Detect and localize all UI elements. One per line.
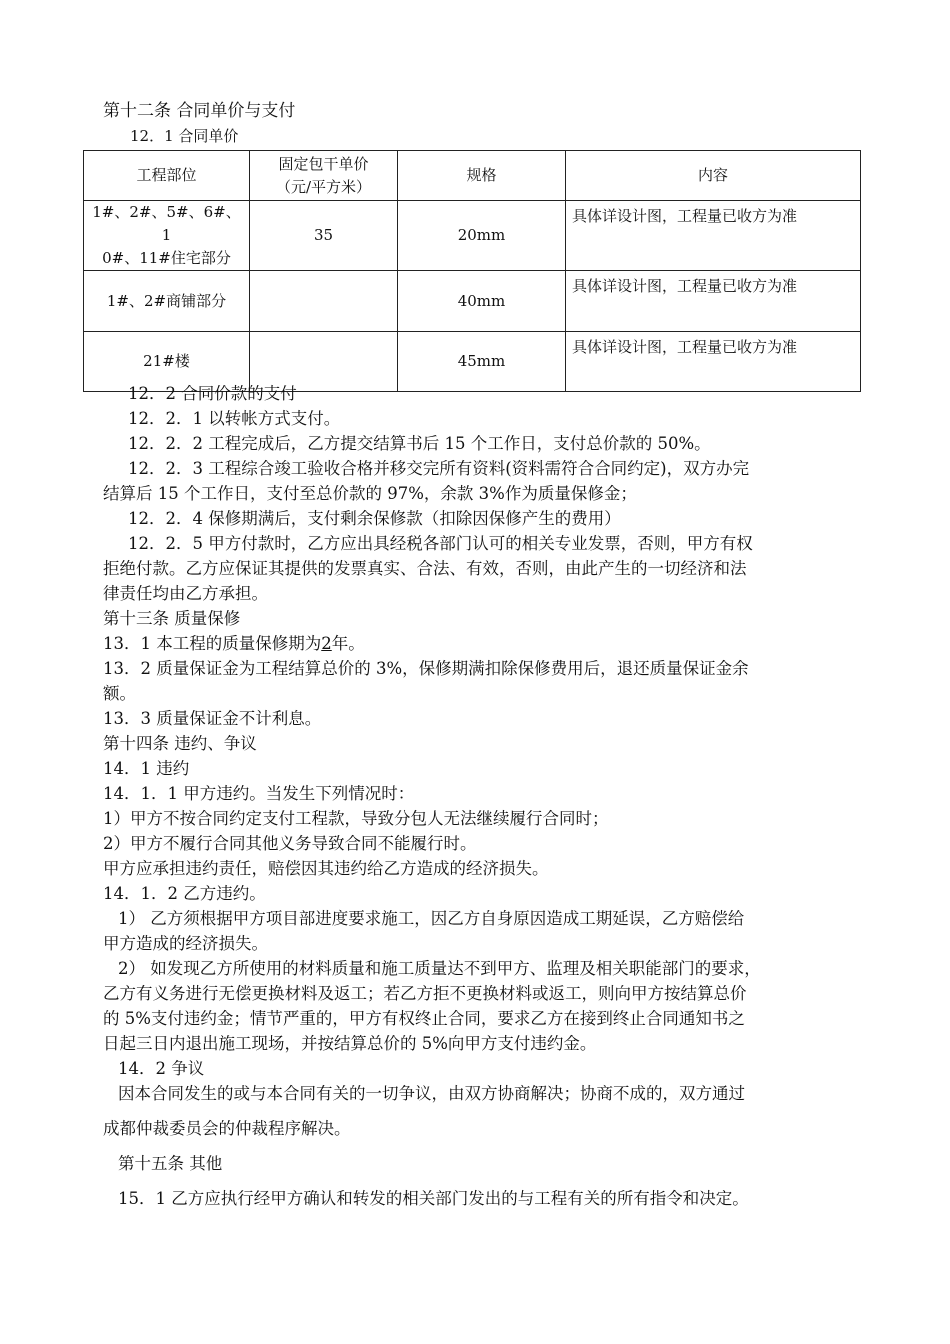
clause-14-1-1: 14．1．1 甲方违约。当发生下列情况时： — [103, 784, 415, 803]
cell-content: 具体详设计图，工程量已收方为准 — [566, 201, 861, 271]
list-item: 1） 乙方须根据甲方项目部进度要求施工，因乙方自身原因造成工期延误，乙方赔偿给 — [118, 909, 745, 928]
clause-13-3: 13．3 质量保证金不计利息。 — [103, 709, 322, 728]
clause-12-2-5-cont: 拒绝付款。乙方应保证其提供的发票真实、合法、有效，否则，由此产生的一切经济和法 — [103, 559, 747, 578]
clause-text: 因本合同发生的或与本合同有关的一切争议，由双方协商解决；协商不成的，双方通过 — [118, 1084, 745, 1103]
list-item: 2） 如发现乙方所使用的材料质量和施工质量达不到甲方、监理及相关职能部门的要求， — [118, 959, 761, 978]
cell-spec: 20mm — [398, 201, 566, 271]
section-heading-14: 第十四条 违约、争议 — [103, 734, 257, 753]
cell-price: 35 — [250, 201, 398, 271]
clause-12-2-1: 12．2．1 以转帐方式支付。 — [128, 409, 341, 428]
clause-12-2-3: 12．2．3 工程综合竣工验收合格并移交完所有资料(资料需符合合同约定)，双方办完 — [128, 459, 750, 478]
clause-text-cont: 成都仲裁委员会的仲裁程序解决。 — [103, 1119, 351, 1138]
subsection-14-2: 14．2 争议 — [118, 1059, 205, 1078]
cell-part: 1#、2#、5#、6#、1 0#、11#住宅部分 — [84, 201, 250, 271]
clause-13-1: 13．1 本工程的质量保修期为2年。 — [103, 634, 365, 653]
clause-15-1: 15．1 乙方应执行经甲方确认和转发的相关部门发出的与工程有关的所有指令和决定。 — [118, 1189, 749, 1208]
list-item: 1）甲方不按合同约定支付工程款，导致分包人无法继续履行合同时； — [103, 809, 609, 828]
clause-12-2-5: 12．2．5 甲方付款时，乙方应出具经税各部门认可的相关专业发票，否则，甲方有权 — [128, 534, 753, 553]
clause-12-2-3-cont: 结算后 15 个工作日，支付至总价款的 97%，余款 3%作为质量保修金； — [103, 484, 637, 503]
list-item-cont: 甲方造成的经济损失。 — [103, 934, 268, 953]
table-row — [84, 271, 861, 332]
section-heading-15: 第十五条 其他 — [118, 1154, 223, 1173]
section-heading-13: 第十三条 质量保修 — [103, 609, 241, 628]
clause-12-2-4: 12．2．4 保修期满后，支付剩余保修款（扣除因保修产生的费用） — [128, 509, 621, 528]
cell-part: 21#楼 — [84, 332, 250, 392]
clause-12-2-2: 12．2．2 工程完成后，乙方提交结算书后 15 个工作日，支付总价款的 50%。 — [128, 434, 711, 453]
subsection-12-1: 12．1 合同单价 — [130, 127, 239, 145]
clause-12-2-5-cont: 律责任均由乙方承担。 — [103, 584, 268, 603]
cell-spec: 45mm — [398, 332, 566, 392]
list-item-cont: 日起三日内退出施工现场，并按结算总价的 5%向甲方支付违约金。 — [103, 1034, 597, 1053]
cell-part: 1#、2#商铺部分 — [84, 271, 250, 332]
cell-price — [250, 271, 398, 332]
table-row — [84, 201, 861, 271]
header-content: 内容 — [566, 151, 861, 201]
cell-content: 具体详设计图，工程量已收方为准 — [566, 271, 861, 332]
list-item: 2）甲方不履行合同其他义务导致合同不能履行时。 — [103, 834, 477, 853]
subsection-12-2: 12．2 合同价款的支付 — [128, 384, 297, 403]
list-item-cont: 的 5%支付违约金；情节严重的，甲方有权终止合同，要求乙方在接到终止合同通知书之 — [103, 1009, 745, 1028]
header-part: 工程部位 — [84, 151, 250, 201]
table-header-row — [84, 151, 861, 201]
unit-price-table — [83, 150, 861, 392]
section-heading-12: 第十二条 合同单价与支付 — [103, 101, 296, 121]
cell-spec: 40mm — [398, 271, 566, 332]
list-item-cont: 乙方有义务进行无偿更换材料及返工；若乙方拒不更换材料或返工，则向甲方按结算总价 — [103, 984, 747, 1003]
cell-content: 具体详设计图，工程量已收方为准 — [566, 332, 861, 392]
header-spec: 规格 — [398, 151, 566, 201]
clause-14-1-2: 14．1．2 乙方违约。 — [103, 884, 266, 903]
subsection-14-1: 14．1 违约 — [103, 759, 190, 778]
clause-text: 甲方应承担违约责任，赔偿因其违约给乙方造成的经济损失。 — [103, 859, 549, 878]
header-price: 固定包干单价 （元/平方米） — [250, 151, 398, 201]
clause-13-2-cont: 额。 — [103, 684, 136, 703]
clause-13-2: 13．2 质量保证金为工程结算总价的 3%，保修期满扣除保修费用后，退还质量保证金余 — [103, 659, 749, 678]
